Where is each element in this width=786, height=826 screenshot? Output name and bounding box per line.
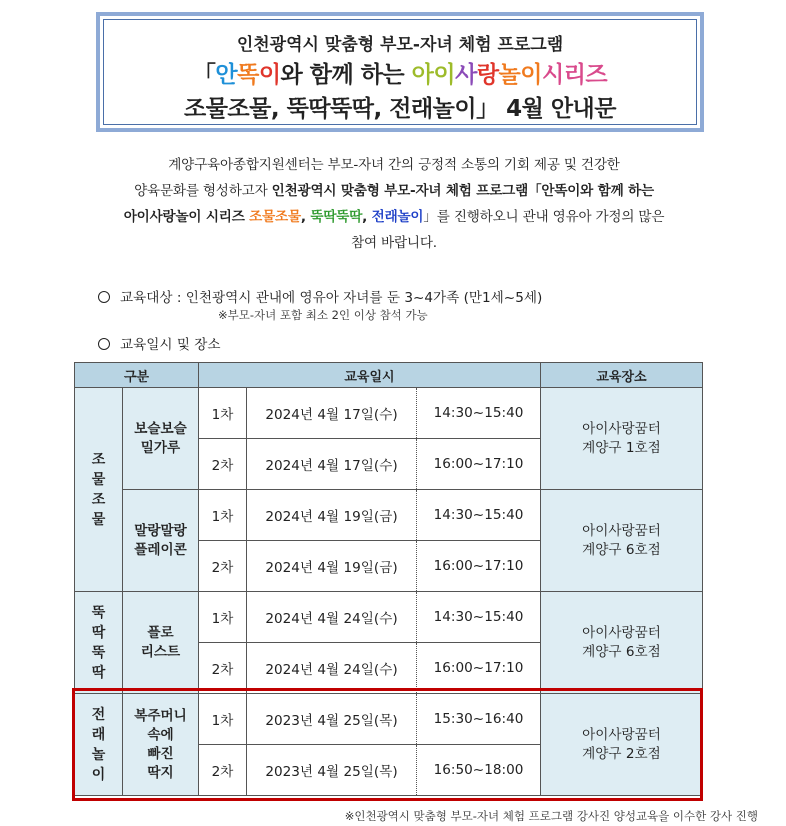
- intro-line-1: 계양구육아종합지원센터는 부모-자녀 간의 긍정적 소통의 기회 제공 및 건강한: [168, 157, 620, 173]
- date-cell: 2024년 4월 24일(수): [247, 643, 417, 694]
- title-line-2: [100, 56, 700, 89]
- table-row: [75, 694, 703, 745]
- table-header-row: [75, 363, 703, 388]
- intro-text: 」를 진행하오니 관내 영유아 가정의 많은: [423, 209, 665, 225]
- time-cell: 16:50~18:00: [417, 745, 541, 796]
- circle-bullet-icon: [98, 291, 110, 303]
- program-cell: 복주머니 속에 빠진 딱지: [123, 694, 199, 796]
- program-cell: 말랑말랑 플레이콘: [123, 490, 199, 592]
- time-cell: 14:30~15:40: [417, 490, 541, 541]
- intro-paragraph: [74, 152, 714, 256]
- round-cell: 1차: [199, 694, 247, 745]
- intro-jomul: 조물조물: [249, 209, 301, 225]
- round-cell: 1차: [199, 388, 247, 439]
- date-cell: 2024년 4월 17일(수): [247, 439, 417, 490]
- date-cell: 2024년 4월 19일(금): [247, 490, 417, 541]
- title-line-3: 조물조물, 뚝딱뚝딱, 전래놀이」 4월 안내문: [184, 96, 616, 122]
- time-cell: 16:00~17:10: [417, 439, 541, 490]
- header-place: 교육장소: [541, 363, 703, 388]
- date-cell: 2023년 4월 25일(목): [247, 745, 417, 796]
- program-cell: 보슬보슬 밀가루: [123, 388, 199, 490]
- category-cell: 전 래 놀 이: [75, 694, 123, 796]
- round-cell: 1차: [199, 592, 247, 643]
- place-cell: 아이사랑꿈터 계양구 2호점: [541, 694, 703, 796]
- header-category: 구분: [75, 363, 199, 388]
- time-cell: 14:30~15:40: [417, 388, 541, 439]
- date-cell: 2024년 4월 24일(수): [247, 592, 417, 643]
- circle-bullet-icon: [98, 338, 110, 350]
- intro-line-2: [74, 178, 714, 204]
- program-cell: 플로 리스트: [123, 592, 199, 694]
- title-box: [96, 12, 704, 132]
- round-cell: 2차: [199, 541, 247, 592]
- schedule-heading-label: 교육일시 및 장소: [120, 337, 221, 353]
- header-datetime: 교육일시: [199, 363, 541, 388]
- title-series: 아이사랑놀이시리즈: [411, 62, 608, 88]
- intro-line-4: 참여 바랍니다.: [351, 235, 437, 251]
- target-item: [98, 286, 542, 306]
- time-cell: 15:30~16:40: [417, 694, 541, 745]
- schedule-heading: [98, 333, 221, 353]
- intro-ttukttak: 뚝딱뚝딱: [310, 209, 363, 225]
- title-line-1: 인천광역시 맞춤형 부모-자녀 체험 프로그램: [236, 35, 564, 55]
- intro-comma: ,: [300, 209, 311, 225]
- intro-program-name: 인천광역시 맞춤형 부모-자녀 체험 프로그램「안똑이와 함께 하는: [271, 183, 654, 199]
- schedule-table: [74, 362, 703, 796]
- footnote: ※인천광역시 맞춤형 부모-자녀 체험 프로그램 강사진 양성교육을 이수한 강사 진행: [344, 809, 758, 823]
- date-cell: 2024년 4월 17일(수): [247, 388, 417, 439]
- target-label: 교육대상 : 인천광역시 관내에 영유아 자녀를 둔 3~4가족 (만1세~5세): [120, 290, 543, 306]
- time-cell: 14:30~15:40: [417, 592, 541, 643]
- category-cell: 뚝 딱 뚝 딱: [75, 592, 123, 694]
- round-cell: 2차: [199, 745, 247, 796]
- table-row: [75, 490, 703, 541]
- title-brand: 안똑이: [215, 62, 281, 88]
- intro-line-3: [74, 204, 714, 230]
- time-cell: 16:00~17:10: [417, 541, 541, 592]
- place-cell: 아이사랑꿈터 계양구 1호점: [541, 388, 703, 490]
- target-note: ※부모-자녀 포함 최소 2인 이상 참석 가능: [218, 308, 428, 322]
- round-cell: 2차: [199, 439, 247, 490]
- date-cell: 2024년 4월 19일(금): [247, 541, 417, 592]
- category-cell: 조 물 조 물: [75, 388, 123, 592]
- intro-jeonrae: 전래놀이: [371, 209, 424, 225]
- date-cell: 2023년 4월 25일(목): [247, 694, 417, 745]
- place-cell: 아이사랑꿈터 계양구 6호점: [541, 592, 703, 694]
- title-bracket-open: 「: [192, 62, 216, 88]
- table-row: [75, 592, 703, 643]
- intro-series-name: 아이사랑놀이 시리즈: [123, 209, 250, 225]
- intro-text: 양육문화를 형성하고자: [134, 183, 272, 199]
- round-cell: 2차: [199, 643, 247, 694]
- intro-comma: ,: [362, 209, 372, 225]
- round-cell: 1차: [199, 490, 247, 541]
- time-cell: 16:00~17:10: [417, 643, 541, 694]
- title-mid: 와 함께 하는: [280, 62, 412, 88]
- table-row: [75, 388, 703, 439]
- place-cell: 아이사랑꿈터 계양구 6호점: [541, 490, 703, 592]
